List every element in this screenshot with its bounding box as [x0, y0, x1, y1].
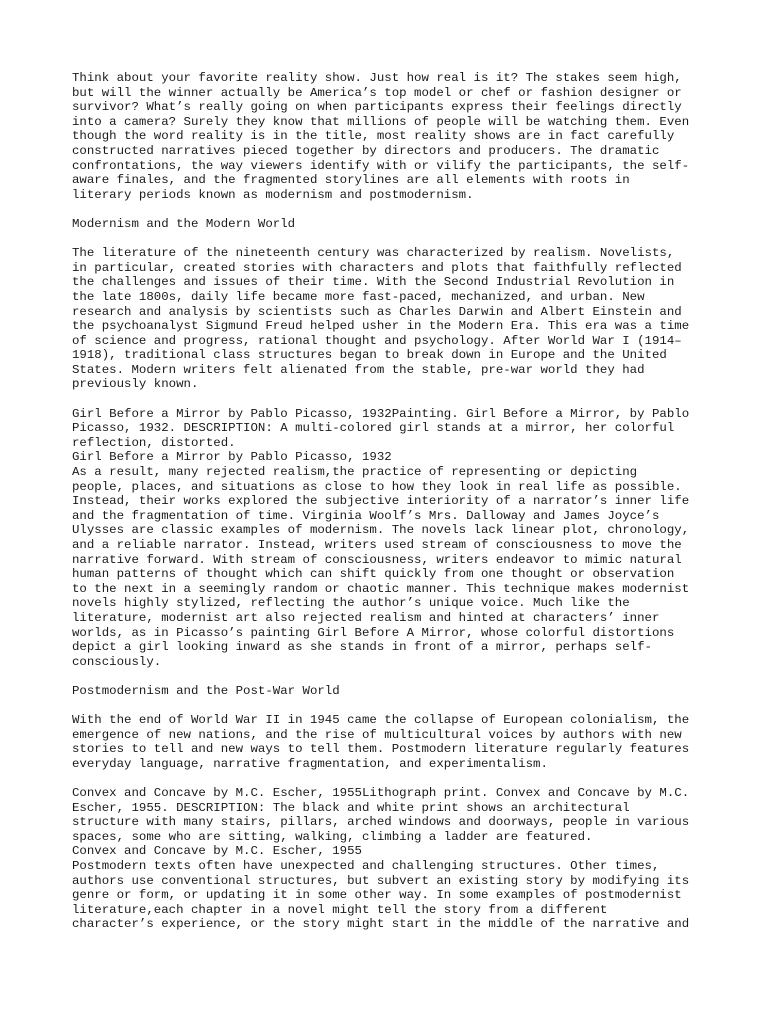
document-page: [72, 71, 712, 947]
section-heading-postmodernism: Postmodernism and the Post-War World: [72, 683, 340, 698]
picasso-image-description: Girl Before a Mirror by Pablo Picasso, 1932Painting. Girl Before a Mirror, by Pablo Picasso, 1932. DESCRIPTION: A multi-colored girl stands at a mirror, her colorful reflection, distorted.: [72, 406, 690, 450]
picasso-image-caption: Girl Before a Mirror by Pablo Picasso, 1932: [72, 450, 392, 465]
escher-image-caption: Convex and Concave by M.C. Escher, 1955: [72, 844, 362, 859]
postwar-paragraph: With the end of World War II in 1945 came the collapse of European colonialism, the emergence of new nations, and the rise of multicultural voices by authors with new stories to tell and new ways to tell them. Postmodern literature regularly features everyday language, narrative fragmentation, and experimentalism.: [72, 713, 690, 771]
modernism-paragraph: As a result, many rejected realism,the practice of representing or depicting people, places, and situations as close to how they look in real life as possible. Instead, their works explored the subjective interiority of a narrator’s inner life and the fragmentation of time. Virginia Woolf’s Mrs. Dalloway and James Joyce’s Ulysses are classic examples of modernism. The novels lack linear plot, chronology, and a reliable narrator. Instead, writers used stream of consciousness to move the narrative forward. With stream of consciousness, writers endeavor to mimic natural human patterns of thought which can shift quickly from one thought or observation to the next in a seemingly random or chaotic manner. This technique makes modernist novels highly stylized, reflecting the author’s unique voice. Much like the literature, modernist art also rejected realism and hinted at characters’ inner worlds, as in Picasso’s painting Girl Before A Mirror, whose colorful distortions depict a girl looking inward as she stands in front of a mirror, perhaps self- consciously.: [72, 465, 690, 669]
intro-paragraph: Think about your favorite reality show. Just how real is it? The stakes seem high, but will the winner actually be America’s top model or chef or fashion designer or survivor? What’s really going on when participants express their feelings directly into a camera? Surely they know that millions of people will be watching them. Even though the word reality is in the title, most reality shows are in fact carefully constructed narratives pieced together by directors and producers. The dramatic confrontations, the way viewers identify with or vilify the participants, the self- aware finales, and the fragmented storylines are all elements with roots in literary periods known as modernism and postmodernism.: [72, 71, 690, 202]
postmodern-texts-paragraph: Postmodern texts often have unexpected and challenging structures. Other times, authors use conventional structures, but subvert an existing story by modifying its genre or form, or updating it in some other way. In some examples of postmodernist literature,each chapter in a novel might tell the story from a different character’s experience, or the story might start in the middle of the narrative and: [72, 859, 690, 932]
escher-image-description: Convex and Concave by M.C. Escher, 1955Lithograph print. Convex and Concave by M.C. Escher, 1955. DESCRIPTION: The black and white print shows an architectural structure with many stairs, pillars, arched windows and doorways, people in various spaces, some who are sitting, walking, climbing a ladder are featured.: [72, 786, 690, 844]
section-heading-modernism: Modernism and the Modern World: [72, 216, 296, 231]
realism-paragraph: The literature of the nineteenth century was characterized by realism. Novelists, in particular, created stories with characters and plots that faithfully reflected the challenges and issues of their time. With the Second Industrial Revolution in the late 1800s, daily life became more fast-paced, mechanized, and urban. New research and analysis by scientists such as Charles Darwin and Albert Einstein and the psychoanalyst Sigmund Freud helped usher in the Modern Era. This era was a time of science and progress, rational thought and psychology. After World War I (1914– 1918), traditional class structures began to break down in Europe and the United States. Modern writers felt alienated from the stable, pre-war world they had previously known.: [72, 246, 690, 392]
